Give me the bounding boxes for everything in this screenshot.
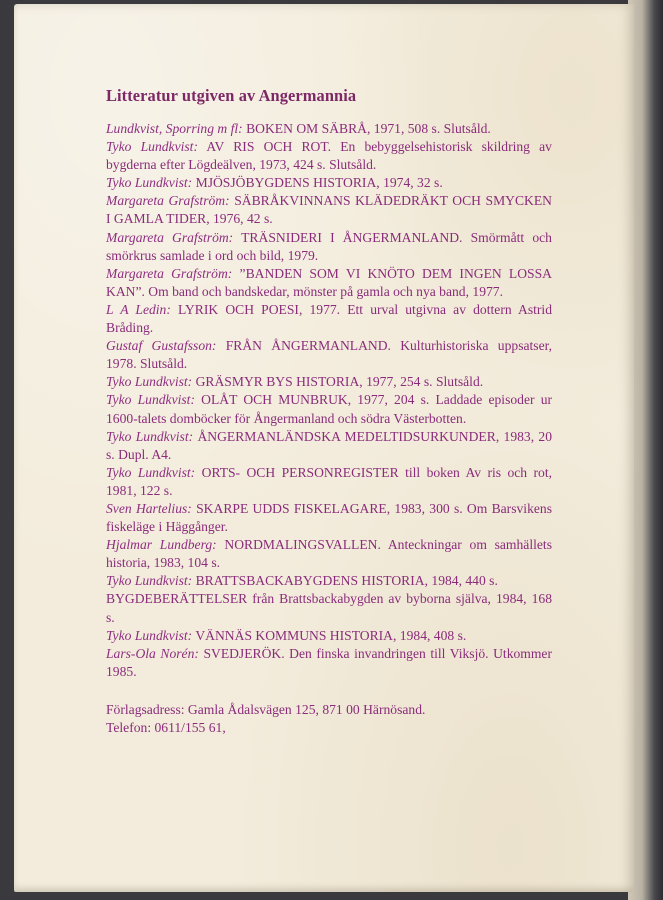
entry-author: Tyko Lundkvist:: [106, 627, 193, 643]
entry-title: SKARPE UDDS FISKELAGARE: [196, 500, 387, 516]
list-item: [106, 192, 552, 228]
entries-list: [106, 120, 552, 681]
entry-details: . Anteckningar om samhällets historia, 1983, 104 s.: [106, 537, 552, 571]
publisher-address: Förlagsadress: Gamla Ådalsvägen 125, 871 00 Härnösand.: [106, 701, 426, 717]
entry-author: Margareta Grafström:: [106, 265, 233, 281]
entry-details: . Smörmått och smörkrus samlade i ord och bild, 1979.: [106, 229, 552, 263]
entry-details: . Om band och bandskedar, mönster på gamla och nya band, 1977.: [141, 283, 503, 299]
entry-author: Tyko Lundkvist:: [106, 464, 196, 480]
entry-author: Tyko Lundkvist:: [106, 392, 195, 408]
entry-title: ÅNGERMANLÄNDSKA MEDELTIDSURKUNDER: [197, 428, 496, 444]
list-item: [106, 265, 552, 301]
list-item: [106, 590, 552, 626]
publisher-contact: [106, 701, 552, 737]
publication-list: [106, 86, 552, 737]
list-item: [106, 428, 552, 464]
entry-details: från Brattsbackabygden av byborna själva, 1984, 168 s.: [106, 591, 552, 625]
entry-author: Tyko Lundkvist:: [106, 374, 193, 390]
entry-details: , 1977, 204 s. Laddade episoder ur 1600-talets domböcker för Ångermanland och södra Västerbotten.: [106, 392, 553, 426]
page-heading: Litteratur utgiven av Angermannia: [106, 86, 357, 105]
entry-author: Hjalmar Lundberg:: [106, 537, 217, 553]
entry-title: NORDMALINGSVALLEN: [224, 537, 378, 553]
entry-details: , 1977. Ett urval utgivna av dottern Astrid Bråding.: [106, 301, 553, 336]
entry-details: , 1971, 508 s. Slutsåld.: [366, 121, 491, 136]
entry-title: AV RIS OCH ROT: [206, 139, 328, 155]
list-item: [106, 572, 552, 590]
entry-author: Gustaf Gustafsson:: [106, 338, 217, 354]
list-item: [106, 373, 552, 391]
entry-title: LYRIK OCH POESI: [178, 301, 299, 317]
entry-details: , 1983, 300 s. Om Barsvikens fiskeläge i Häggånger.: [106, 500, 552, 535]
entry-details: , 1976, 42 s.: [206, 211, 273, 227]
entry-title: SÄBRÅKVINNANS KLÄDEDRÄKT OCH SMYCKEN I GAMLA TIDER: [106, 193, 552, 227]
entry-title: ORTS- OCH PERSONREGISTER: [201, 464, 399, 480]
entry-author: Tyko Lundkvist:: [106, 428, 194, 444]
entry-details: , 1977, 254 s. Slutsåld.: [359, 374, 484, 390]
list-item: [106, 120, 552, 138]
entry-details: , 1983, 20 s. Dupl. A4.: [106, 428, 553, 462]
list-item: [106, 301, 552, 337]
entry-title: VÄNNÄS KOMMUNS HISTORIA: [195, 627, 393, 643]
entry-author: Tyko Lundkvist:: [106, 573, 193, 589]
entry-author: Margareta Grafström:: [106, 193, 230, 209]
entry-title: BRATTSBACKABYGDENS HISTORIA: [195, 573, 425, 589]
list-item: [106, 500, 552, 536]
list-item: [106, 174, 552, 192]
entry-details: . Kulturhistoriska uppsatser, 1978. Slutsåld.: [106, 338, 552, 372]
entry-details: , 1974, 32 s.: [376, 175, 443, 191]
entry-author: Margareta Grafström:: [106, 229, 234, 245]
entry-details: , 1984, 440 s.: [424, 573, 498, 589]
list-item: [106, 536, 552, 572]
entry-details: . Den finska invandringen till Viksjö. Utkommer 1985.: [106, 645, 552, 679]
entry-title: BOKEN OM SÄBRÅ: [246, 121, 367, 136]
entry-author: Lundkvist, Sporring m fl:: [106, 121, 243, 136]
entry-title: MJÖSJÖBYGDENS HISTORIA: [195, 175, 377, 191]
list-item: [106, 391, 552, 427]
entry-author: Tyko Lundkvist:: [106, 139, 198, 155]
entry-title: TRÄSNIDERI I ÅNGERMANLAND: [241, 229, 460, 245]
entry-details: . En bebyggelsehistorisk skildring av bygderna efter Lögdeälven, 1973, 424 s. Slutsåld.: [106, 139, 552, 173]
entry-title: OLÅT OCH MUNBRUK: [201, 392, 348, 408]
entry-author: Sven Hartelius:: [106, 500, 192, 516]
list-item: [106, 229, 552, 265]
list-item: [106, 464, 552, 500]
entry-details: , 1984, 408 s.: [393, 627, 467, 643]
publisher-phone: Telefon: 0611/155 61,: [106, 720, 226, 735]
list-item: [106, 138, 552, 174]
entry-title: GRÄSMYR BYS HISTORIA: [195, 374, 360, 390]
list-item: [106, 627, 552, 645]
list-item: [106, 337, 552, 373]
list-item: [106, 645, 552, 681]
entry-title: ”BANDEN SOM VI KNÖTO DEM INGEN LOSSA KAN”: [106, 265, 552, 299]
entry-title: FRÅN ÅNGERMANLAND: [225, 338, 388, 354]
entry-title: BYGDEBERÄTTELSER: [106, 591, 248, 607]
entry-title: SVEDJERÖK: [203, 645, 282, 661]
entry-author: Tyko Lundkvist:: [106, 175, 193, 191]
entry-author: Lars-Ola Norén:: [106, 645, 199, 661]
entry-details: till boken Av ris och rot, 1981, 122 s.: [106, 464, 553, 498]
entry-author: L A Ledin:: [106, 301, 171, 317]
